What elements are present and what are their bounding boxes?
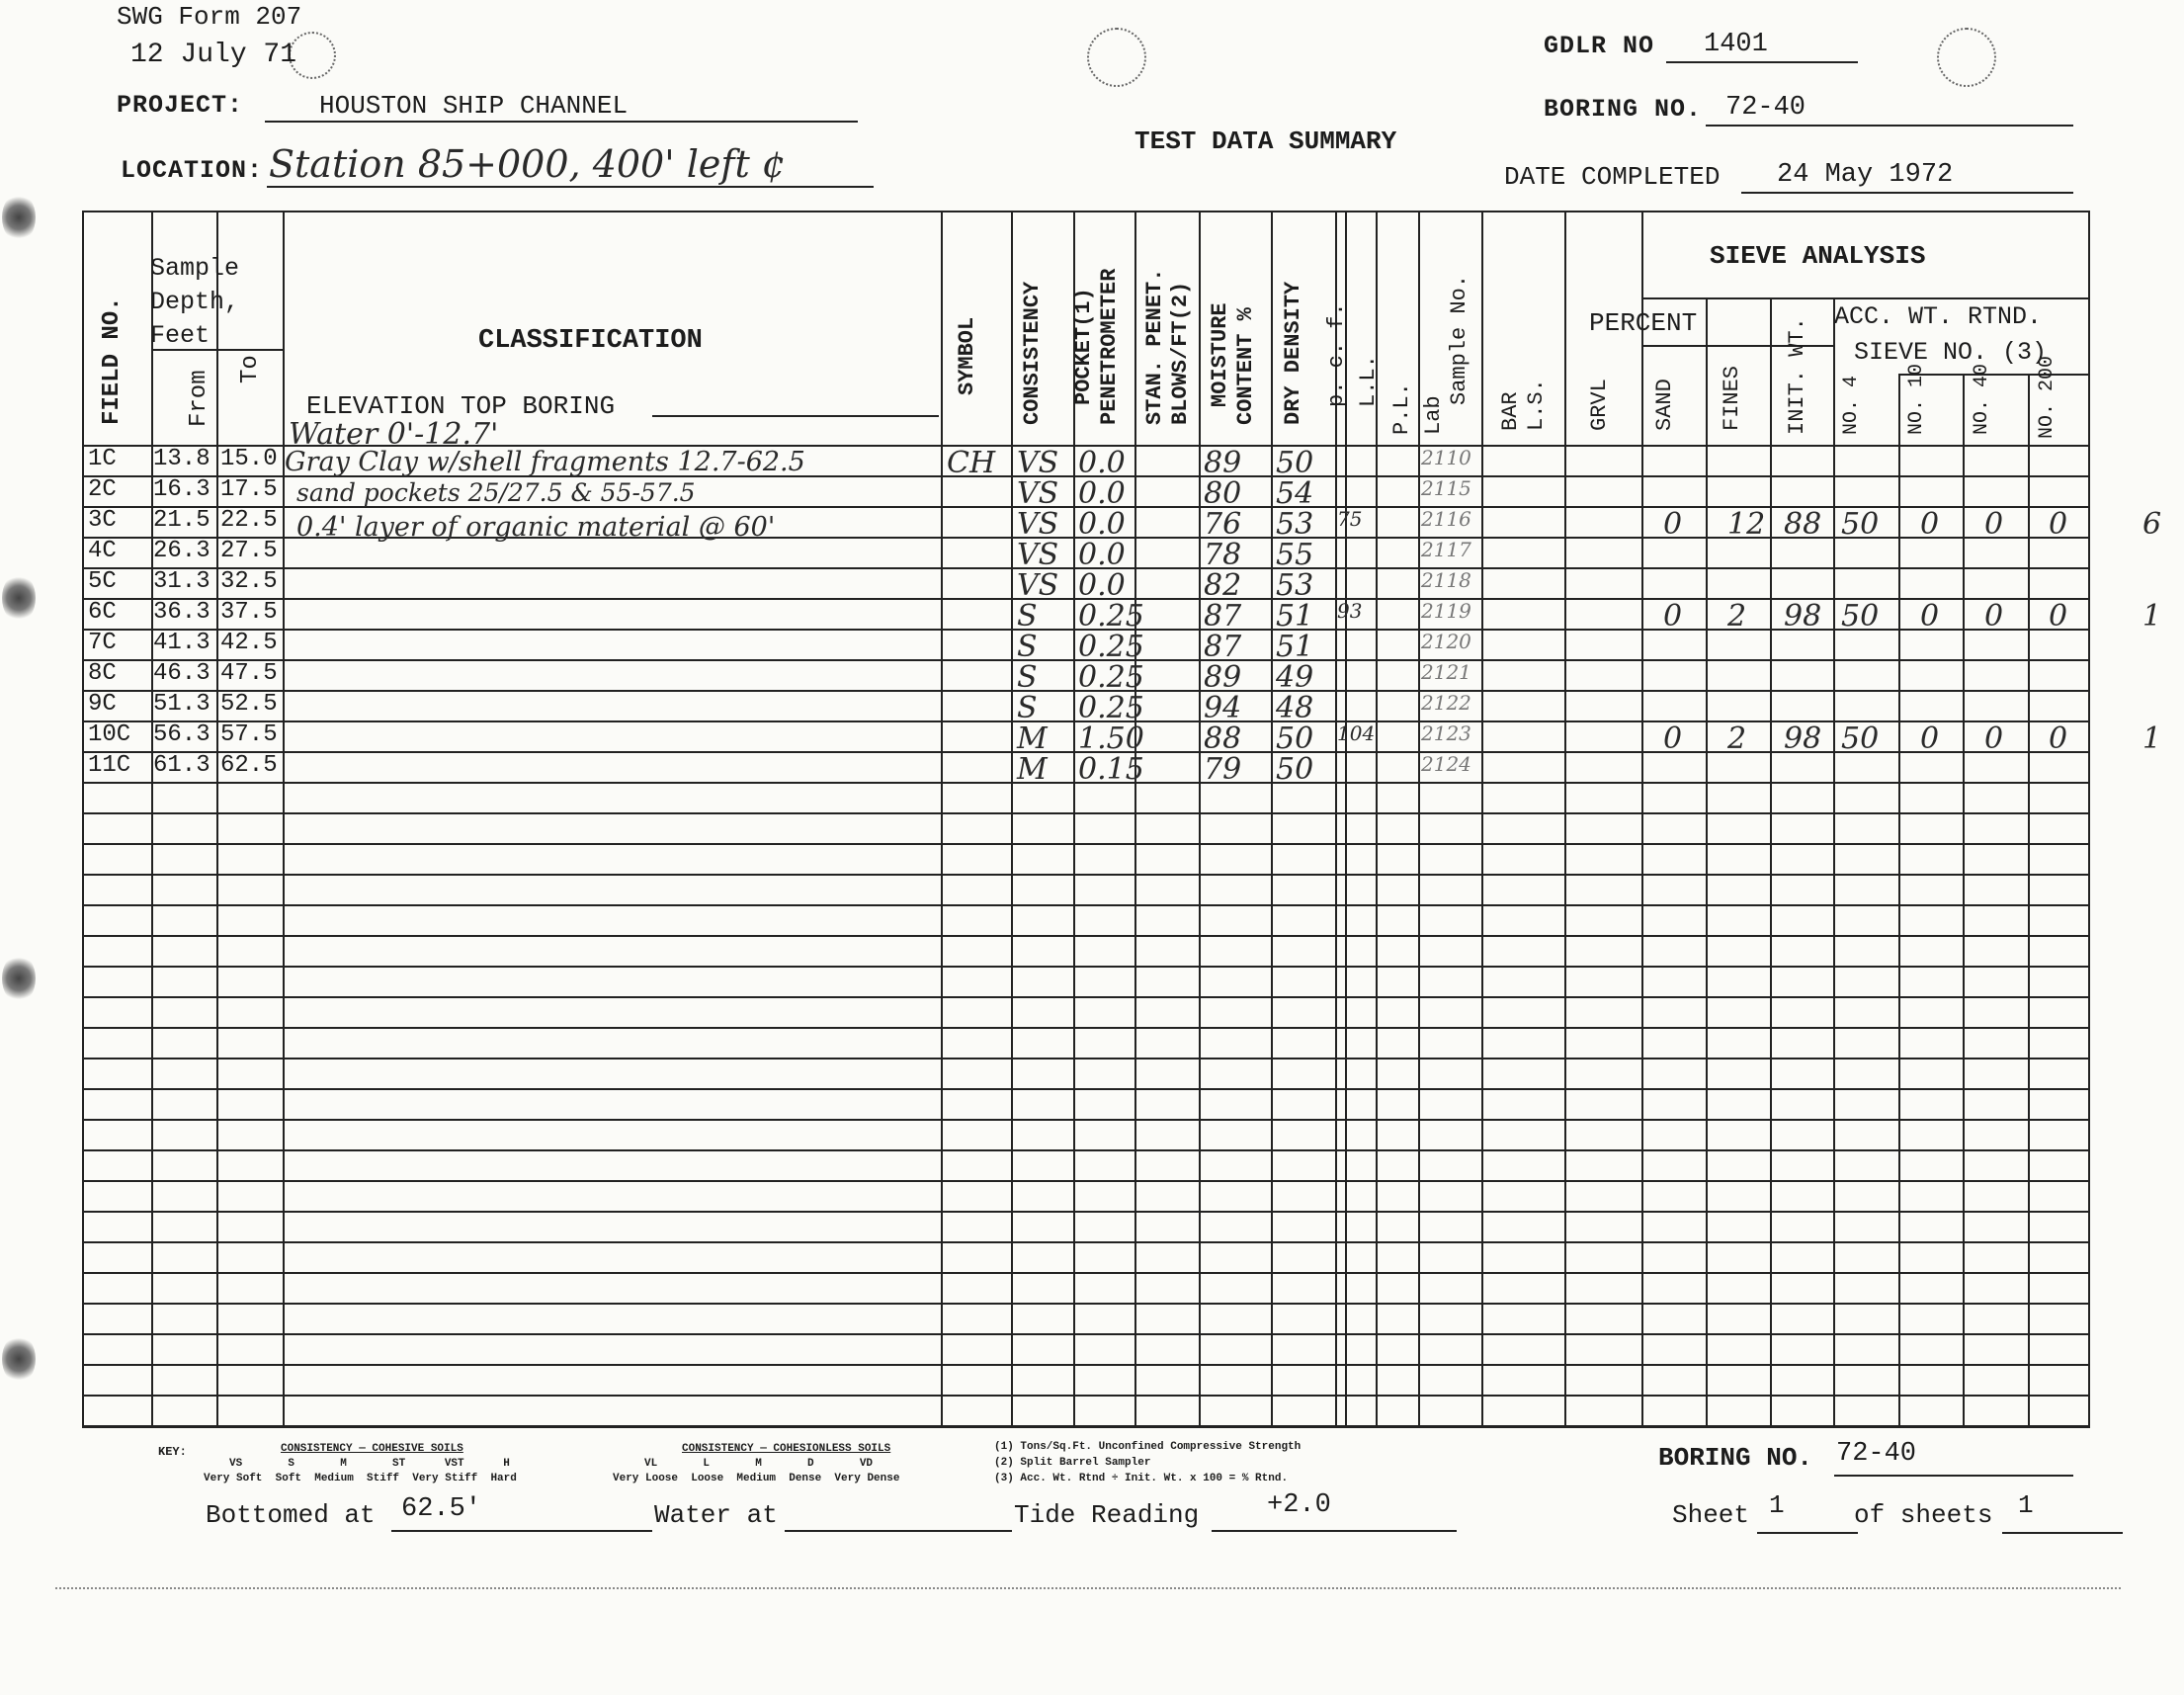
cell-from: 31.3 [153,568,210,595]
hdr-dry-1: DRY DENSITY [1281,281,1305,425]
cell-cons: S [1017,599,1038,634]
cell-dry: 51 [1276,630,1314,664]
of-sheets-value: 1 [2018,1490,2034,1520]
cell-lab: 2118 [1421,568,1471,592]
cell-from: 36.3 [153,599,210,626]
footer-boring-line [1834,1439,2073,1477]
project-line [265,87,858,123]
grid-row-line [82,1241,2090,1243]
cell-pocket: 0.0 [1078,538,1126,572]
cell-lab: 2119 [1421,599,1471,623]
grid-row-line [82,1395,2090,1397]
hdr-no10: NO. 10 [1905,363,1928,435]
cell-field: 8C [88,660,117,687]
cell-moist: 94 [1204,691,1242,725]
grid-column-line [1963,374,1965,1426]
grid-row-line [82,1272,2090,1274]
hdr-sand: SAND [1652,379,1677,431]
cell-to: 52.5 [220,691,278,718]
cell-to: 32.5 [220,568,278,595]
grid-column-line [1770,297,1772,1426]
cell-sand: 12 [1727,507,1766,542]
water-line [785,1494,1012,1532]
class-note-0: Water 0'-12.7' [289,417,499,452]
key-note-2: (2) Split Barrel Sampler [994,1457,1151,1469]
cell-n4: 0 [1920,599,1940,634]
grid-column-line [283,211,285,1426]
cell-dry: 55 [1276,538,1314,572]
cell-dry: 51 [1276,599,1314,634]
cell-pocket: 0.15 [1078,752,1144,787]
grid-row-line [82,874,2090,876]
hdr-elevation: ELEVATION TOP BORING [306,391,616,421]
cell-cons: S [1017,660,1038,695]
cell-n40: 0 [2049,599,2068,634]
cell-cons: VS [1017,476,1059,511]
cell-moist: 76 [1204,507,1242,542]
cell-cons: VS [1017,568,1059,603]
grid-column-line [151,211,153,1426]
cell-lab: 2123 [1421,721,1471,745]
grid-column-line [941,211,943,1426]
location-value: Station 85+000, 400' left ¢ [269,142,786,186]
hdr-to: To [237,355,264,383]
cell-from: 41.3 [153,630,210,656]
cell-to: 47.5 [220,660,278,687]
cell-field: 5C [88,568,117,595]
cell-field: 9C [88,691,117,718]
cell-moist: 80 [1204,476,1242,511]
bottomed-value: 62.5' [401,1494,482,1524]
footer-boring-label: BORING NO. [1658,1443,1813,1473]
cell-to: 17.5 [220,476,278,503]
cell-field: 7C [88,630,117,656]
key-cohesionless-names: Very Loose Loose Medium Dense Very Dense [613,1473,900,1484]
grid-row-line [82,1180,2090,1182]
cell-dry: 49 [1276,660,1314,695]
location-line [267,142,874,188]
cell-fines: 98 [1784,599,1822,634]
grid-row-line [82,1027,2090,1029]
hdr-init-wt: INIT. WT. [1785,317,1809,435]
cell-moist: 79 [1204,752,1242,787]
grid-column-line [1641,211,1643,1426]
cell-from: 46.3 [153,660,210,687]
cell-to: 57.5 [220,721,278,748]
binder-blot [2,954,36,1003]
project-value: HOUSTON SHIP CHANNEL [319,91,629,121]
cell-moist: 87 [1204,599,1242,634]
binder-blot [2,193,36,242]
grid-row-line [82,1119,2090,1121]
cell-cons: VS [1017,538,1059,572]
grid-column-line [1481,211,1483,1426]
form-title: TEST DATA SUMMARY [1134,127,1397,156]
key-note-1: (1) Tons/Sq.Ft. Unconfined Compressive Strength [994,1441,1302,1453]
class-note-1: Gray Clay w/shell fragments 12.7-62.5 [285,447,805,477]
hdr-acc-2: SIEVE NO. (3) [1854,338,2048,367]
grid-row-line [82,1058,2090,1059]
tide-line [1212,1490,1457,1532]
hdr-dry-2: p. c. f. [1324,302,1349,407]
grid-row-line [82,1426,2090,1428]
grid-column-line [1011,211,1013,1426]
cell-from: 21.5 [153,507,210,534]
cell-pocket: 0.25 [1078,691,1144,725]
hdr-bar-2: L.S. [1524,379,1549,431]
hdr-pocket-1: POCKET(1) [1071,288,1096,405]
class-note-2: sand pockets 25/27.5 & 55-57.5 [296,478,696,507]
cell-to: 42.5 [220,630,278,656]
hdr-no4: NO. 4 [1840,375,1863,435]
cell-dry: 53 [1276,568,1314,603]
bottomed-line [391,1494,652,1532]
cell-n10: 0 [1984,599,2004,634]
cell-symbol: CH [947,446,996,480]
cell-n10: 0 [1984,721,2004,756]
grid-row-line [82,935,2090,937]
cell-n4: 0 [1920,507,1940,542]
hdr-moist-1: MOISTURE [1208,302,1232,407]
cell-lab: 2124 [1421,752,1471,776]
page-edge [55,1587,2121,1589]
cell-cons: M [1017,752,1048,787]
cell-moist: 87 [1204,630,1242,664]
cell-n40: 0 [2049,507,2068,542]
cell-pocket: 0.25 [1078,630,1144,664]
grid-row-line [82,904,2090,906]
key-cohesionless-title: CONSISTENCY — COHESIONLESS SOILS [682,1443,891,1455]
form-date: 12 July 71 [130,40,297,70]
cell-field: 1C [88,446,117,472]
cell-from: 61.3 [153,752,210,779]
cell-to: 15.0 [220,446,278,472]
cell-grvl: 0 [1663,721,1683,756]
grid-column-line [1706,297,1708,1426]
cell-n40: 0 [2049,721,2068,756]
hdr-lab-1: Lab [1421,395,1446,435]
of-sheets-label: of sheets [1854,1500,1993,1530]
cell-dry: 48 [1276,691,1314,725]
hdr-stan-2: BLOWS/FT(2) [1168,281,1193,425]
cell-sand: 2 [1727,599,1747,634]
grid-column-line [2088,211,2090,1426]
hdr-classification: CLASSIFICATION [478,326,703,356]
cell-cons: VS [1017,507,1059,542]
sheet-label: Sheet [1672,1500,1750,1530]
hdr-no40: NO. 40 [1971,363,1993,435]
key-cohesionless-codes: VL L M D VD [644,1458,874,1470]
gdlr-line [1666,28,1858,63]
cell-cons: VS [1017,446,1059,480]
cell-pocket: 0.0 [1078,446,1126,480]
grid-column-line [216,211,218,1426]
hdr-no200: NO. 200 [2036,355,2058,439]
boring-line [1706,89,2073,127]
cell-n200: 1 [2142,599,2162,634]
cell-dry: 54 [1276,476,1314,511]
grid-row-line [82,1303,2090,1305]
cell-lab: 2110 [1421,446,1471,469]
cell-n200: 1 [2142,721,2162,756]
boring-value: 72-40 [1725,93,1806,123]
grid-row-line [82,1088,2090,1090]
cell-pocket: 0.0 [1078,476,1126,511]
cell-dry: 50 [1276,446,1314,480]
cell-pocket: 0.25 [1078,660,1144,695]
cell-from: 51.3 [153,691,210,718]
cell-grvl: 0 [1663,599,1683,634]
hdr-percent: PERCENT [1589,308,1698,338]
cell-field: 11C [88,752,131,779]
hdr-pocket-2: PENETROMETER [1097,268,1122,425]
cell-to: 22.5 [220,507,278,534]
cell-lab: 2116 [1421,507,1471,531]
hdr-grvl: GRVL [1587,379,1612,431]
cell-to: 62.5 [220,752,278,779]
hdr-bar-1: BAR [1498,391,1523,431]
binder-blot [2,573,36,623]
cell-from: 16.3 [153,476,210,503]
grid-column-line [1898,374,1900,1426]
gdlr-value: 1401 [1704,30,1768,59]
cell-n200: 6 [2142,507,2162,542]
cell-pocket: 0.0 [1078,568,1126,603]
cell-cons: S [1017,630,1038,664]
cell-pocket: 0.25 [1078,599,1144,634]
water-label: Water at [654,1500,778,1530]
cell-field: 3C [88,507,117,534]
grid-row-line [82,211,2090,212]
key-cohesive-names: Very Soft Soft Medium Stiff Very Stiff Hard [204,1473,517,1484]
grid-row-line [82,966,2090,968]
key-note-3: (3) Acc. Wt. Rtnd ÷ Init. Wt. x 100 = % Rtnd. [994,1473,1289,1484]
cell-cons: M [1017,721,1048,756]
cell-ll: 93 [1337,599,1363,623]
grid-row-line [82,812,2090,814]
punch-hole [1087,28,1146,87]
tide-value: +2.0 [1267,1490,1331,1520]
hdr-moist-2: CONTENT % [1233,307,1258,425]
hdr-symbol: SYMBOL [955,316,979,395]
sheet-value: 1 [1769,1490,1785,1520]
project-label: PROJECT: [117,91,244,120]
grid-column-line [1418,211,1420,1426]
cell-lab: 2121 [1421,660,1471,684]
cell-from: 26.3 [153,538,210,564]
cell-lab: 2117 [1421,538,1471,561]
hdr-stan-1: STAN. PENET. [1142,268,1167,425]
cell-grvl: 0 [1663,507,1683,542]
hdr-sample-depth: Sample Depth, Feet [150,254,240,350]
cell-fines: 98 [1784,721,1822,756]
cell-dry: 50 [1276,752,1314,787]
cell-pocket: 0.0 [1078,507,1126,542]
cell-moist: 89 [1204,660,1242,695]
grid-column-line [1199,211,1201,1426]
hdr-sieve-analysis: SIEVE ANALYSIS [1710,241,1926,271]
grid-column-line [1833,297,1835,1426]
cell-init: 50 [1841,721,1880,756]
grid-row-line [82,843,2090,845]
cell-lab: 2122 [1421,691,1471,715]
cell-lab: 2120 [1421,630,1471,653]
grid-column-line [1564,211,1566,1426]
date-value: 24 May 1972 [1777,160,1954,190]
hdr-lab-2: Sample No. [1447,274,1471,405]
cell-init: 50 [1841,507,1880,542]
cell-field: 4C [88,538,117,564]
cell-field: 10C [88,721,131,748]
hdr-ll: L.L. [1356,355,1381,407]
form-id: SWG Form 207 [117,2,302,32]
cell-cons: S [1017,691,1038,725]
grid-row-line [82,996,2090,998]
cell-sand: 2 [1727,721,1747,756]
cell-field: 2C [88,476,117,503]
cell-dry: 50 [1276,721,1314,756]
bottomed-label: Bottomed at [206,1500,376,1530]
cell-moist: 88 [1204,721,1242,756]
cell-moist: 89 [1204,446,1242,480]
of-sheets-line [2002,1490,2123,1534]
grid-column-line [2028,374,2030,1426]
grid-row-line [82,1333,2090,1335]
gdlr-label: GDLR NO [1544,32,1655,60]
cell-ll: 104 [1337,721,1376,745]
date-line [1741,156,2073,194]
sheet-line [1757,1490,1858,1534]
cell-to: 37.5 [220,599,278,626]
elevation-line [652,415,939,417]
cell-from: 56.3 [153,721,210,748]
cell-from: 13.8 [153,446,210,472]
cell-ll: 75 [1337,507,1363,531]
cell-to: 27.5 [220,538,278,564]
location-label: LOCATION: [121,156,264,185]
punch-hole [1937,28,1996,87]
cell-dry: 53 [1276,507,1314,542]
hdr-pl: P.L. [1389,382,1414,435]
hdr-fines: FINES [1720,365,1744,431]
cell-field: 6C [88,599,117,626]
grid-column-line [1271,211,1273,1426]
boring-label: BORING NO. [1544,95,1703,124]
grid-row-line [82,1149,2090,1151]
key-label: KEY: [158,1445,187,1459]
binder-blot [2,1334,36,1384]
grid-row-line [82,1364,2090,1366]
grid-header-line [1641,297,2088,299]
cell-n4: 0 [1920,721,1940,756]
hdr-acc-1: ACC. WT. RTND. [1834,302,2043,331]
grid-row-line [82,1211,2090,1213]
cell-moist: 78 [1204,538,1242,572]
cell-pocket: 1.50 [1078,721,1144,756]
key-cohesive-codes: VS S M ST VST H [229,1458,510,1470]
class-note-3: 0.4' layer of organic material @ 60' [296,512,776,543]
cell-moist: 82 [1204,568,1242,603]
footer-boring-value: 72-40 [1836,1439,1917,1469]
key-cohesive-title: CONSISTENCY — COHESIVE SOILS [281,1443,463,1455]
cell-lab: 2115 [1421,476,1471,500]
grid-column-line [82,211,84,1426]
tide-label: Tide Reading [1014,1500,1200,1530]
cell-fines: 88 [1784,507,1822,542]
hdr-consistency: CONSISTENCY [1020,281,1045,425]
hdr-from: From [186,370,212,427]
cell-n10: 0 [1984,507,2004,542]
grid-column-line [1134,211,1136,1426]
date-label: DATE COMPLETED [1504,162,1721,192]
hdr-field-no: FIELD NO. [99,297,126,425]
cell-init: 50 [1841,599,1880,634]
